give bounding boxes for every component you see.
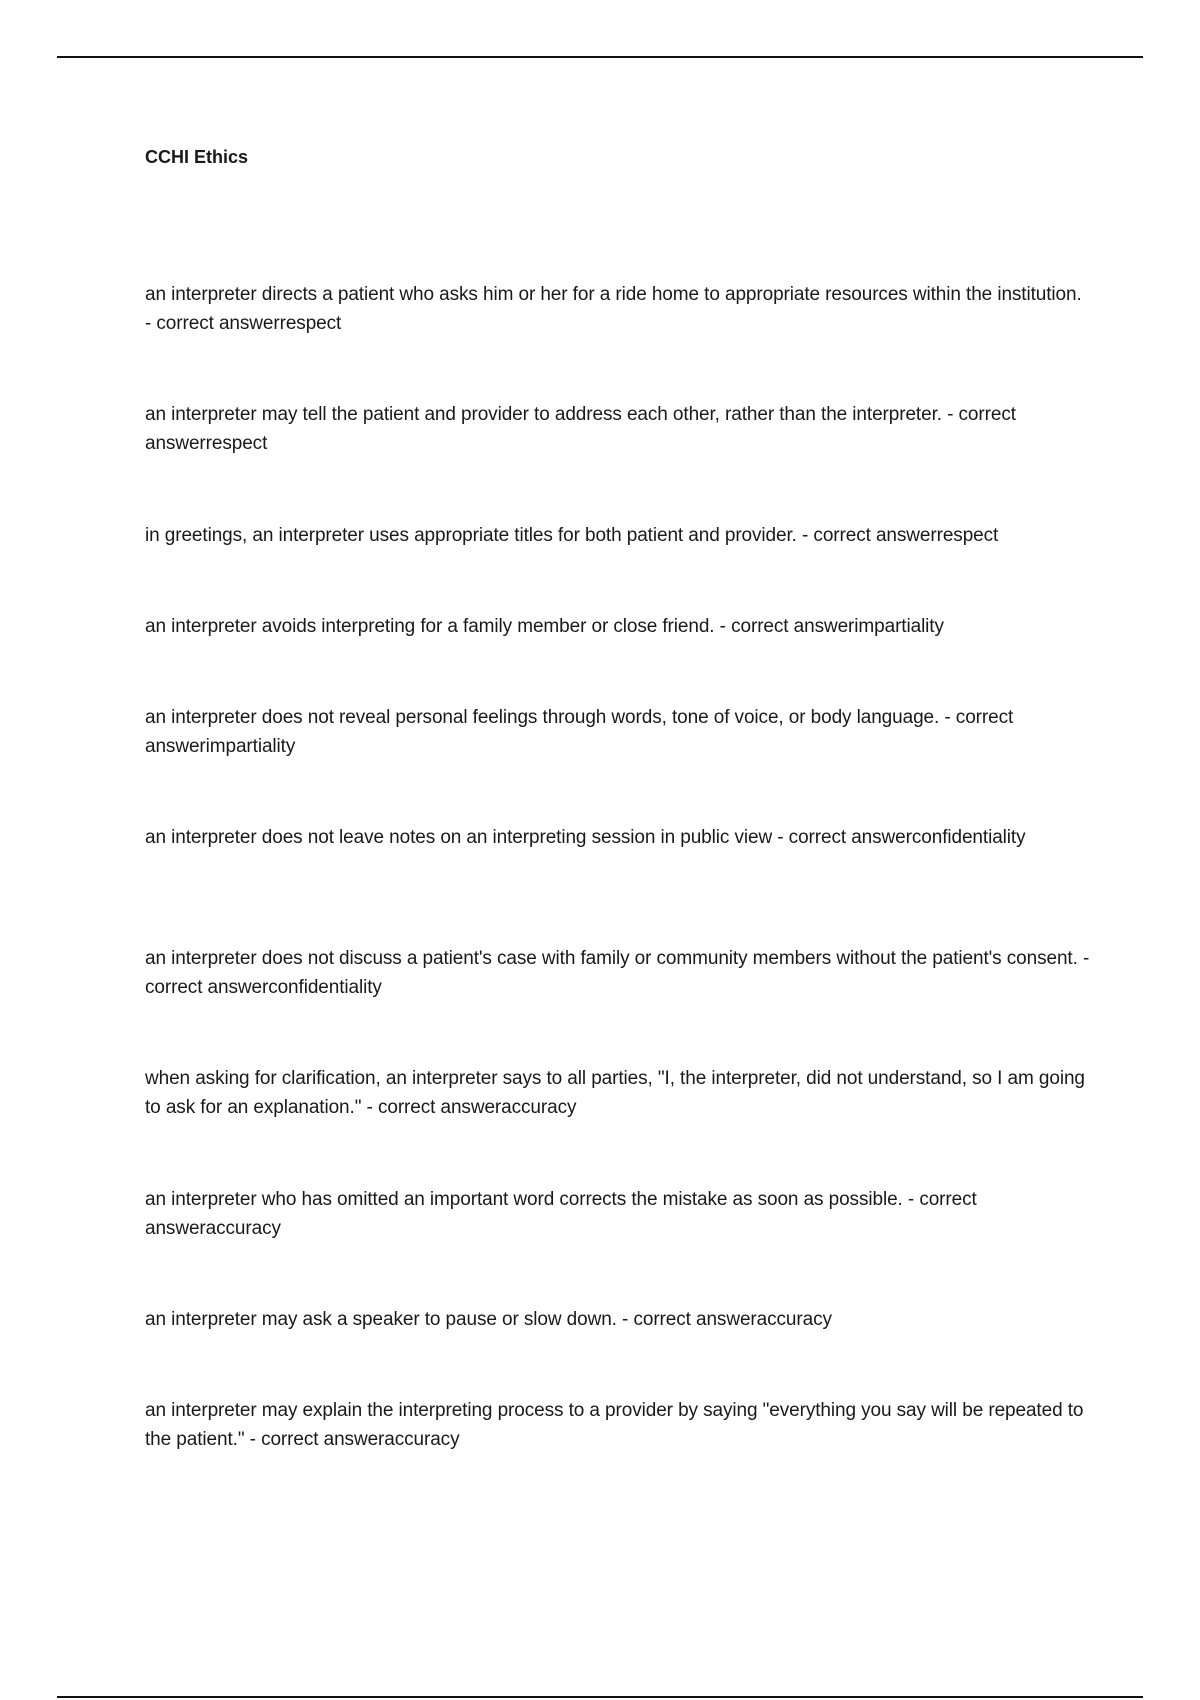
document-title: CCHI Ethics (145, 147, 249, 167)
qa-statement: an interpreter may tell the patient and provider to address each other, rather than the interpreter. (145, 404, 942, 425)
qa-separator: - (616, 1309, 634, 1330)
qa-answer: correct answerimpartiality (145, 707, 1014, 757)
qa-statement: an interpreter directs a patient who asks him or her for a ride home to appropriate resources within the institution. (145, 284, 1082, 305)
qa-item-10 (145, 1305, 1090, 1334)
top-rule (57, 56, 1143, 58)
qa-item-4 (145, 612, 1090, 641)
qa-answer: correct answerconfidentiality (145, 977, 382, 998)
qa-statement: an interpreter does not reveal personal feelings through words, tone of voice, or body language. (145, 707, 940, 728)
qa-statement: an interpreter does not leave notes on an interpreting session in public view (145, 827, 773, 848)
qa-separator: - (796, 525, 814, 546)
qa-answer: correct answeraccuracy (261, 1429, 460, 1450)
qa-answer: correct answerrespect (156, 313, 342, 334)
qa-separator: - (941, 404, 959, 425)
qa-answer: correct answeraccuracy (145, 1189, 977, 1239)
qa-item-8 (145, 1064, 1090, 1122)
qa-statement: an interpreter does not discuss a patient's case with family or community members without the patient's consent. (145, 948, 1078, 969)
qa-separator: - (714, 616, 732, 637)
qa-answer: correct answerrespect (813, 525, 999, 546)
qa-statement: an interpreter avoids interpreting for a family member or close friend. (145, 616, 715, 637)
qa-item-11 (145, 1396, 1090, 1454)
qa-statement: in greetings, an interpreter uses appropriate titles for both patient and provider. (145, 525, 797, 546)
qa-separator: - (902, 1189, 920, 1210)
qa-answer: correct answeraccuracy (633, 1309, 832, 1330)
qa-item-7 (145, 944, 1090, 1002)
qa-separator: - (244, 1429, 262, 1450)
qa-separator: - (939, 707, 956, 728)
qa-item-6 (145, 823, 1090, 852)
qa-answer: correct answerrespect (145, 404, 1016, 454)
qa-separator: - (1077, 948, 1090, 969)
bottom-rule (57, 1696, 1143, 1698)
qa-statement: when asking for clarification, an interpreter says to all parties, "I, the interpreter, did not understand, so I am going to ask for an explanation." (145, 1068, 1085, 1118)
qa-item-2 (145, 400, 1090, 458)
qa-item-9 (145, 1185, 1090, 1243)
qa-statement: an interpreter may ask a speaker to pause or slow down. (145, 1309, 617, 1330)
qa-statement: an interpreter may explain the interpreting process to a provider by saying "everything you say will be repeated to the patient." (145, 1400, 1084, 1450)
qa-item-3 (145, 521, 1090, 550)
qa-answer: correct answerconfidentiality (788, 827, 1026, 848)
qa-item-1 (145, 280, 1090, 338)
qa-statement: an interpreter who has omitted an important word corrects the mistake as soon as possible. (145, 1189, 903, 1210)
qa-item-5 (145, 703, 1090, 761)
qa-answer: correct answerimpartiality (731, 616, 944, 637)
qa-answer: correct answeraccuracy (377, 1097, 577, 1118)
qa-separator: - (772, 827, 789, 848)
qa-separator: - (145, 313, 157, 334)
qa-separator: - (361, 1097, 378, 1118)
